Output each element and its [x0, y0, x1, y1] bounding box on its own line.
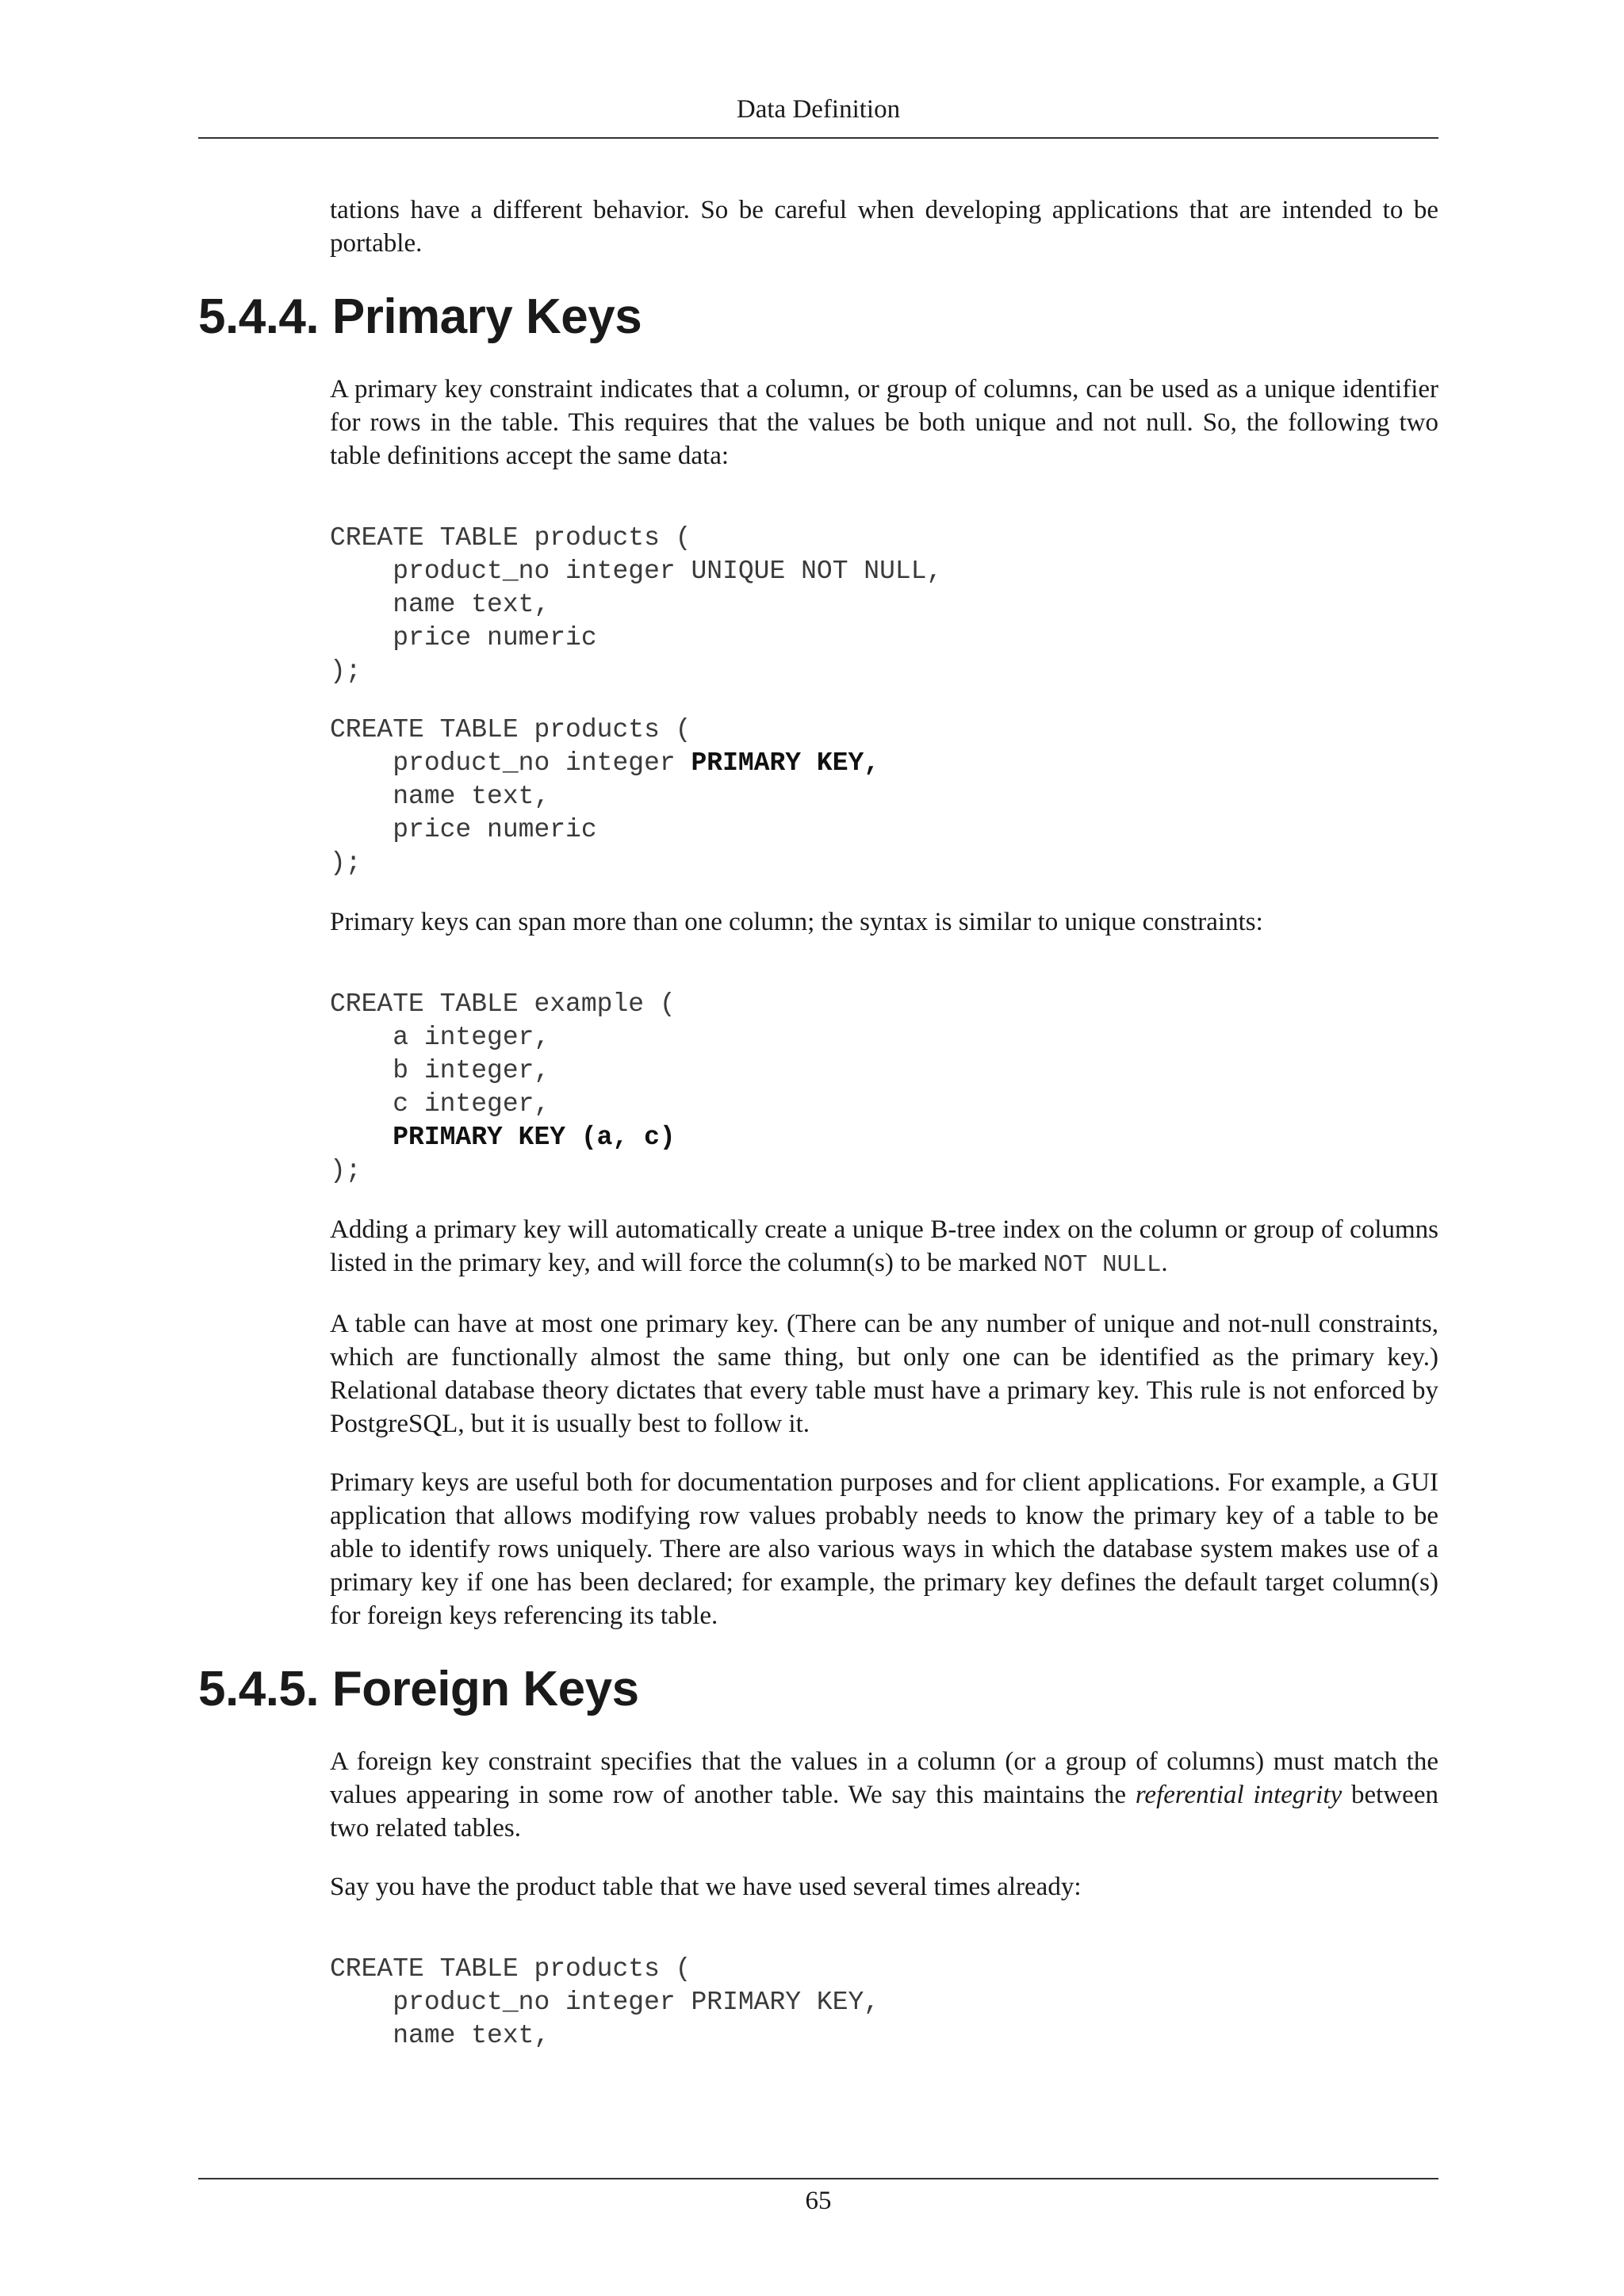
primary-keys-paragraph-5: Primary keys are useful both for documentation purposes and for client applications. For example, a GUI application that allows modifying row values probably needs to know the primary key of a table to be able to identify rows uniquely. There are also various ways in which the database system makes use of a primary key if one has been declared; for example, the primary key defines the default target column(s) for foreign keys referencing its table.	[330, 1468, 1438, 1630]
code-line: price numeric	[330, 815, 597, 844]
code-line: CREATE TABLE example (	[330, 989, 676, 1019]
code-line: CREATE TABLE products (	[330, 1954, 691, 1984]
code-line: name text,	[330, 590, 550, 619]
section-title-primary-keys: 5.4.4. Primary Keys	[198, 289, 642, 344]
code-line: product_no integer PRIMARY KEY,	[330, 1988, 880, 2017]
primary-keys-paragraph-3	[330, 1213, 1438, 1282]
code-line: b integer,	[330, 1056, 550, 1085]
section-title-foreign-keys: 5.4.5. Foreign Keys	[198, 1662, 639, 1716]
code-line: product_no integer UNIQUE NOT NULL,	[330, 557, 943, 586]
code-highlight: PRIMARY KEY (a, c)	[393, 1123, 676, 1152]
code-line	[330, 1123, 393, 1152]
inline-code: NOT NULL	[1043, 1251, 1162, 1279]
body-column	[198, 193, 1438, 2078]
running-header: Data Definition	[736, 95, 901, 124]
code-line: price numeric	[330, 623, 597, 652]
code-line: CREATE TABLE products (	[330, 715, 691, 744]
code-line: CREATE TABLE products (	[330, 523, 691, 553]
code-line: a integer,	[330, 1023, 550, 1052]
paragraph-text: Adding a primary key will automatically create a unique B-tree index on the column or group of columns listed in the primary key, and will force the column(s) to be marked	[330, 1215, 1438, 1277]
code-block-products-table	[330, 1953, 1438, 2053]
code-line: product_no integer	[330, 748, 691, 778]
header-rule	[198, 137, 1438, 139]
paragraph-text: A foreign key constraint specifies that the values in a column (or a group of columns) must match the values appearing in some row of another table. We say this maintains the	[330, 1747, 1438, 1809]
code-block-primary-key	[330, 714, 1438, 880]
footer-rule	[198, 2178, 1438, 2179]
page-number: 65	[805, 2187, 832, 2215]
emphasis-term: referential integrity	[1135, 1781, 1342, 1809]
code-block-unique-not-null	[330, 522, 1438, 688]
code-highlight: ,	[864, 748, 880, 778]
primary-keys-paragraph-2: Primary keys can span more than one column; the syntax is similar to unique constraints:	[330, 908, 1263, 936]
code-block-composite-key	[330, 988, 1438, 1188]
code-line: );	[330, 656, 362, 686]
code-line: c integer,	[330, 1089, 550, 1119]
code-highlight: PRIMARY KEY	[691, 748, 864, 778]
paragraph-text: between two related tables.	[330, 1781, 1438, 1843]
code-line: name text,	[330, 782, 550, 811]
code-line: );	[330, 1156, 362, 1185]
foreign-keys-paragraph-2: Say you have the product table that we have used several times already:	[330, 1873, 1082, 1901]
primary-keys-paragraph-4: A table can have at most one primary key. (There can be any number of unique and not-null constraints, which are functionally almost the same thing, but only one can be identified as the primary key.) Relational database theory dictates that every table must have a primary key. This rule is not enforced by PostgreSQL, but it is usually best to follow it.	[330, 1310, 1438, 1438]
primary-keys-paragraph-1: A primary key constraint indicates that a column, or group of columns, can be used as a unique identifier for rows in the table. This requires that the values be both unique and not null. So, the following two table definitions accept the same data:	[330, 375, 1438, 470]
foreign-keys-paragraph-1	[330, 1745, 1438, 1845]
paragraph-text: .	[1161, 1249, 1168, 1277]
code-line: );	[330, 848, 362, 878]
code-line: name text,	[330, 2021, 550, 2050]
intro-paragraph: tations have a different behavior. So be careful when developing applications that are intended to be portable.	[330, 196, 1438, 258]
